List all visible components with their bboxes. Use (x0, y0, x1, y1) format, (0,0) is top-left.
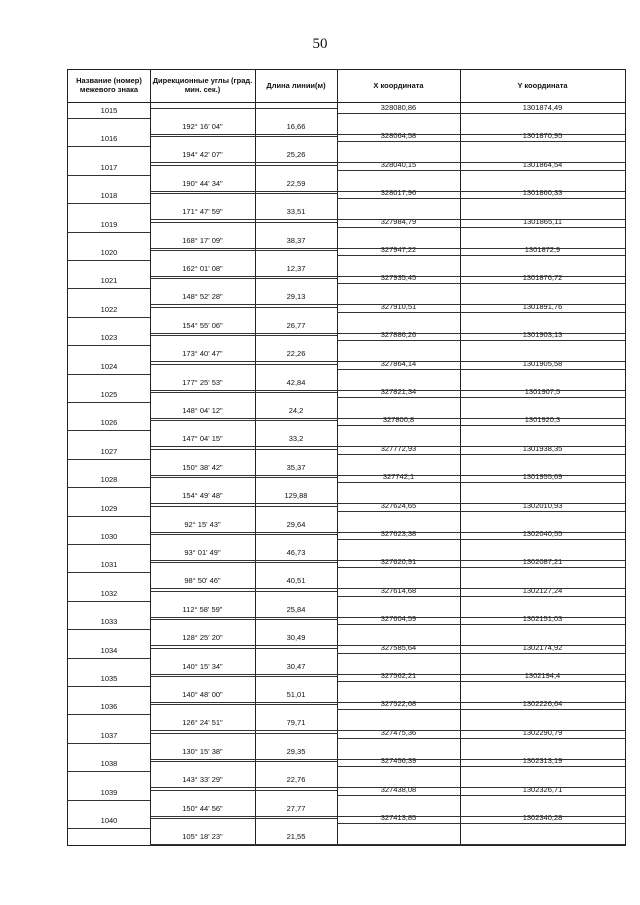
point-name: 1037 (100, 730, 118, 740)
row-divider (337, 333, 625, 334)
row-divider (150, 390, 337, 391)
point-name: 1024 (100, 361, 118, 371)
row-divider (150, 676, 337, 677)
row-divider (150, 733, 337, 734)
point-y-coordinate: 1301860,33 (522, 188, 563, 198)
point-y-coordinate: 1302326,71 (522, 784, 563, 794)
segment-angle: 140° 48' 00" (182, 690, 223, 699)
row-divider (337, 390, 625, 391)
segment-length: 129,88 (284, 491, 308, 501)
row-divider (337, 418, 625, 419)
row-divider (68, 572, 150, 573)
segment-length: 12,37 (286, 264, 306, 273)
row-divider (68, 544, 150, 545)
row-divider (337, 361, 625, 362)
row-divider (68, 118, 150, 119)
row-divider (337, 645, 625, 646)
point-x-coordinate: 327984,79 (380, 216, 417, 226)
segment-angle: 154° 49' 48" (182, 491, 223, 501)
row-divider (68, 232, 150, 233)
row-divider (150, 248, 337, 249)
point-name: 1025 (100, 390, 118, 399)
row-divider (337, 283, 625, 284)
row-divider (337, 219, 625, 220)
point-y-coordinate: 1301874,49 (522, 103, 563, 112)
segment-angle: 93° 01' 49" (184, 548, 221, 557)
row-divider (150, 562, 337, 563)
segment-length: 51,01 (286, 690, 306, 699)
point-x-coordinate: 327742,1 (382, 472, 415, 482)
segment-length: 33,2 (288, 434, 304, 444)
point-x-coordinate: 327772,93 (380, 443, 417, 453)
row-divider (150, 534, 337, 535)
segment-length: 40,51 (286, 576, 306, 586)
row-divider (337, 844, 625, 845)
segment-angle: 171° 47' 59" (182, 207, 223, 217)
point-name: 1030 (100, 532, 118, 541)
row-divider (150, 418, 337, 419)
row-divider (68, 317, 150, 318)
point-x-coordinate: 327947,22 (380, 245, 417, 254)
row-divider (150, 702, 337, 703)
point-x-coordinate: 327614,68 (380, 585, 417, 595)
point-name: 1015 (100, 106, 118, 115)
point-name: 1040 (100, 816, 118, 825)
boundary-coordinates-table (67, 69, 626, 846)
row-divider (337, 425, 625, 426)
point-name: 1016 (100, 134, 118, 144)
row-divider (337, 795, 625, 796)
row-divider (337, 596, 625, 597)
point-x-coordinate: 327620,91 (380, 557, 417, 567)
segment-length: 46,73 (286, 548, 306, 557)
row-divider (150, 645, 337, 646)
row-divider (150, 591, 337, 592)
point-x-coordinate: 327456,39 (380, 756, 417, 766)
row-divider (337, 170, 625, 171)
row-divider (337, 653, 625, 654)
point-name: 1018 (100, 191, 118, 201)
point-x-coordinate: 328064,58 (380, 131, 417, 141)
point-x-coordinate: 327475,36 (380, 727, 417, 737)
segment-length: 29,13 (286, 292, 306, 302)
segment-length: 30,49 (286, 633, 306, 643)
row-divider (150, 532, 337, 533)
row-divider (68, 800, 150, 801)
segment-angle: 192° 16' 04" (182, 122, 223, 131)
point-y-coordinate: 1302313,19 (522, 756, 563, 766)
point-x-coordinate: 327562,21 (380, 671, 417, 680)
row-divider (337, 312, 625, 313)
segment-length: 79,71 (286, 718, 306, 728)
point-x-coordinate: 327935,45 (380, 273, 417, 283)
segment-angle: 168° 17' 09" (182, 235, 223, 245)
segment-length: 29,64 (286, 519, 306, 529)
point-y-coordinate: 1302226,64 (522, 699, 563, 709)
segment-length: 25,84 (286, 604, 306, 614)
point-y-coordinate: 1302151,03 (522, 614, 563, 624)
segment-angle: 130° 15' 38" (182, 746, 223, 756)
segment-length: 29,35 (286, 746, 306, 756)
segment-length: 42,84 (286, 377, 306, 387)
row-divider (337, 255, 625, 256)
point-y-coordinate: 1302040,55 (522, 529, 563, 538)
row-divider (150, 392, 337, 393)
row-divider (337, 141, 625, 142)
row-divider (68, 771, 150, 772)
segment-angle: 194° 42' 07" (182, 150, 223, 160)
row-divider (150, 250, 337, 251)
row-divider (150, 503, 337, 504)
point-x-coordinate: 327886,26 (380, 330, 417, 340)
point-x-coordinate: 327585,64 (380, 642, 417, 652)
header-length: Длина линии(м) (266, 80, 326, 90)
point-y-coordinate: 1302127,24 (522, 585, 563, 595)
point-y-coordinate: 1301865,11 (522, 216, 563, 226)
point-name: 1029 (100, 503, 118, 513)
point-y-coordinate: 1301864,54 (522, 159, 563, 169)
point-name: 1017 (100, 162, 118, 172)
segment-angle: 147° 04' 15" (182, 434, 223, 444)
row-divider (337, 198, 625, 199)
row-divider (337, 738, 625, 739)
segment-length: 22,76 (286, 775, 306, 785)
row-divider (150, 446, 337, 447)
point-y-coordinate: 1301872,9 (524, 245, 561, 254)
point-name: 1020 (100, 248, 118, 257)
row-divider (150, 648, 337, 649)
row-divider (150, 790, 337, 791)
segment-angle: 154° 55' 06" (182, 320, 223, 330)
row-divider (337, 539, 625, 540)
point-x-coordinate: 327623,38 (380, 529, 417, 538)
row-divider (150, 333, 337, 334)
row-divider (337, 503, 625, 504)
row-divider (150, 704, 337, 705)
point-name: 1031 (100, 560, 118, 570)
segment-angle: 177° 25' 53" (182, 377, 223, 387)
segment-angle: 162° 01' 08" (182, 264, 223, 273)
segment-length: 22,59 (286, 178, 306, 188)
row-divider (337, 397, 625, 398)
row-divider (150, 108, 337, 109)
row-divider (68, 288, 150, 289)
row-divider (68, 374, 150, 375)
row-divider (150, 193, 337, 194)
point-name: 1034 (100, 645, 118, 655)
point-name: 1036 (100, 702, 118, 712)
segment-length: 21,55 (286, 832, 306, 841)
segment-angle: 92° 15' 43" (184, 519, 221, 529)
point-x-coordinate: 327864,14 (380, 358, 417, 368)
row-divider (68, 260, 150, 261)
segment-angle: 150° 44' 56" (182, 803, 223, 813)
header-angle: Дирекционные углы (град. мин. сек.) (152, 76, 253, 94)
point-x-coordinate: 327413,85 (380, 813, 417, 822)
point-name: 1027 (100, 446, 118, 456)
row-divider (337, 475, 625, 476)
segment-angle: 143° 33' 29" (182, 775, 223, 785)
row-divider (337, 454, 625, 455)
row-divider (68, 203, 150, 204)
point-y-coordinate: 1301903,13 (522, 330, 563, 340)
point-x-coordinate: 328040,15 (380, 159, 417, 169)
row-divider (150, 276, 337, 277)
segment-angle: 148° 52' 28" (182, 292, 223, 302)
segment-angle: 148° 04' 12" (182, 406, 223, 415)
row-divider (337, 702, 625, 703)
point-x-coordinate: 327821,34 (380, 387, 417, 396)
segment-length: 38,37 (286, 235, 306, 245)
row-divider (68, 629, 150, 630)
point-name: 1019 (100, 219, 118, 229)
segment-angle: 112° 58' 59" (182, 604, 223, 614)
point-name: 1033 (100, 617, 118, 627)
segment-angle: 98° 50' 46" (184, 576, 221, 586)
point-y-coordinate: 1301938,35 (522, 443, 563, 453)
row-divider (68, 345, 150, 346)
segment-angle: 128° 25' 20" (182, 633, 223, 643)
row-divider (68, 402, 150, 403)
row-divider (150, 449, 337, 450)
row-divider (337, 624, 625, 625)
row-divider (68, 686, 150, 687)
segment-length: 35,37 (286, 462, 306, 472)
point-name: 1038 (100, 759, 118, 769)
row-divider (150, 219, 337, 220)
row-divider (337, 191, 625, 192)
page-number: 50 (312, 36, 328, 52)
row-divider (337, 532, 625, 533)
row-divider (150, 560, 337, 561)
row-divider (150, 617, 337, 618)
row-divider (150, 420, 337, 421)
row-divider (150, 304, 337, 305)
row-divider (337, 759, 625, 760)
point-y-coordinate: 1301891,76 (522, 301, 563, 311)
row-divider (337, 588, 625, 589)
row-divider (150, 136, 337, 137)
point-y-coordinate: 1301905,58 (522, 358, 563, 368)
row-divider (68, 175, 150, 176)
row-divider (150, 844, 337, 845)
row-divider (150, 222, 337, 223)
row-divider (68, 430, 150, 431)
row-divider (150, 307, 337, 308)
point-x-coordinate: 327624,65 (380, 500, 417, 510)
row-divider (150, 506, 337, 507)
row-divider (337, 248, 625, 249)
row-divider (68, 146, 150, 147)
segment-length: 33,51 (286, 207, 306, 217)
point-y-coordinate: 1301955,69 (522, 472, 563, 482)
row-divider (337, 560, 625, 561)
row-divider (337, 134, 625, 135)
row-divider (150, 361, 337, 362)
row-divider (337, 567, 625, 568)
point-y-coordinate: 1301870,95 (522, 131, 563, 141)
row-divider (150, 335, 337, 336)
point-name: 1028 (100, 475, 118, 485)
point-name: 1021 (100, 276, 118, 286)
row-divider (150, 816, 337, 817)
row-divider (68, 487, 150, 488)
row-divider (337, 816, 625, 817)
point-y-coordinate: 1302174,92 (522, 642, 563, 652)
row-divider (68, 714, 150, 715)
row-divider (150, 134, 337, 135)
point-y-coordinate: 1301907,5 (524, 387, 561, 396)
point-x-coordinate: 327800,8 (382, 415, 415, 425)
segment-angle: 173° 40' 47" (182, 349, 223, 359)
point-y-coordinate: 1302340,28 (522, 813, 563, 822)
row-divider (150, 730, 337, 731)
point-name: 1023 (100, 333, 118, 343)
row-divider (337, 369, 625, 370)
row-divider (150, 787, 337, 788)
row-divider (337, 617, 625, 618)
row-divider (337, 162, 625, 163)
segment-length: 26,77 (286, 320, 306, 330)
segment-angle: 105° 18' 23" (182, 832, 223, 841)
row-divider (68, 658, 150, 659)
header-y: Y координата (517, 80, 568, 90)
row-divider (337, 113, 625, 114)
row-divider (150, 278, 337, 279)
point-y-coordinate: 1302087,21 (522, 557, 563, 567)
row-divider (68, 516, 150, 517)
point-x-coordinate: 327522,68 (380, 699, 417, 709)
segment-length: 24,2 (288, 406, 304, 415)
row-divider (150, 619, 337, 620)
header-x: X координата (373, 80, 424, 90)
point-y-coordinate: 1302290,79 (522, 727, 563, 737)
row-divider (337, 482, 625, 483)
row-divider (150, 191, 337, 192)
row-divider (150, 165, 337, 166)
point-y-coordinate: 1301876,72 (522, 273, 563, 283)
segment-length: 16,66 (286, 122, 306, 131)
point-x-coordinate: 328080,86 (380, 103, 417, 112)
point-y-coordinate: 1302010,93 (522, 500, 563, 510)
segment-angle: 140° 15' 34" (182, 661, 223, 671)
row-divider (68, 828, 150, 829)
point-y-coordinate: 1302194,4 (524, 671, 561, 680)
row-divider (337, 446, 625, 447)
row-divider (150, 761, 337, 762)
row-divider (150, 588, 337, 589)
row-divider (337, 709, 625, 710)
row-divider (337, 681, 625, 682)
row-divider (150, 759, 337, 760)
segment-length: 27,77 (286, 803, 306, 813)
row-divider (68, 601, 150, 602)
row-divider (337, 304, 625, 305)
segment-length: 22,26 (286, 349, 306, 359)
point-name: 1022 (100, 304, 118, 314)
row-divider (150, 674, 337, 675)
row-divider (337, 276, 625, 277)
point-x-coordinate: 327910,51 (380, 301, 417, 311)
row-divider (337, 340, 625, 341)
row-divider (337, 730, 625, 731)
point-y-coordinate: 1301920,3 (524, 415, 561, 425)
point-x-coordinate: 328017,96 (380, 188, 417, 198)
point-name: 1035 (100, 674, 118, 683)
row-divider (150, 818, 337, 819)
row-divider (337, 674, 625, 675)
row-divider (337, 511, 625, 512)
segment-angle: 190° 44' 34" (182, 178, 223, 188)
point-name: 1032 (100, 588, 118, 598)
point-x-coordinate: 327438,08 (380, 784, 417, 794)
row-divider (150, 364, 337, 365)
row-divider (68, 743, 150, 744)
row-divider (337, 823, 625, 824)
row-divider (337, 787, 625, 788)
row-divider (337, 766, 625, 767)
segment-length: 30,47 (286, 661, 306, 671)
point-name: 1026 (100, 418, 118, 428)
segment-angle: 126° 24' 51" (182, 718, 223, 728)
row-divider (150, 477, 337, 478)
segment-angle: 150° 38' 42" (182, 462, 223, 472)
header-name: Название (номер) межевого знака (76, 76, 142, 94)
row-divider (337, 227, 625, 228)
row-divider (68, 459, 150, 460)
point-name: 1039 (100, 787, 118, 797)
row-divider (150, 475, 337, 476)
segment-length: 25,26 (286, 150, 306, 160)
row-divider (150, 162, 337, 163)
point-x-coordinate: 327604,59 (380, 614, 417, 624)
